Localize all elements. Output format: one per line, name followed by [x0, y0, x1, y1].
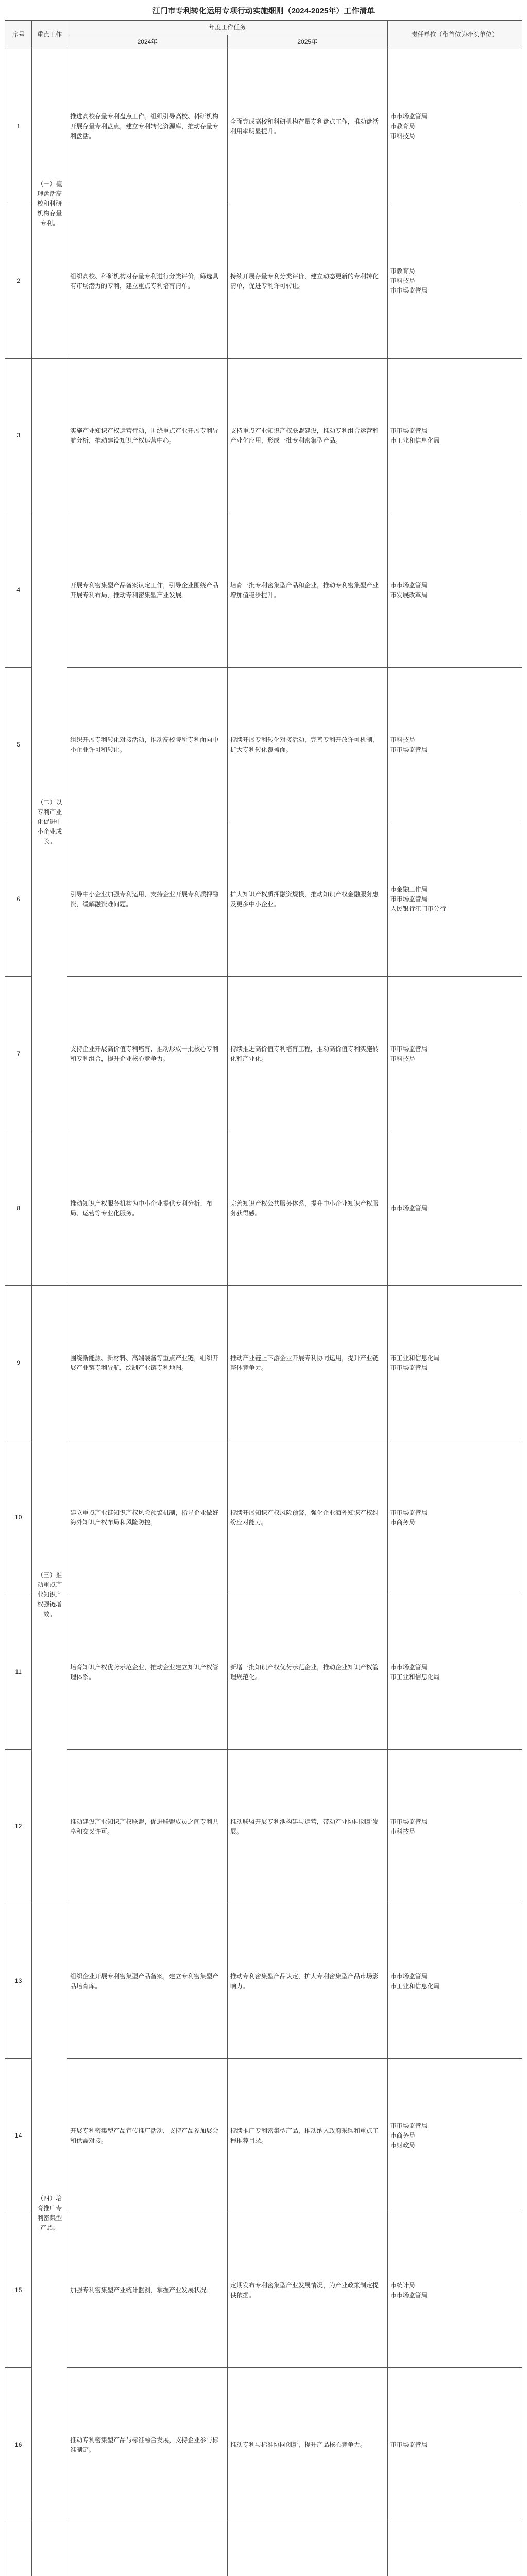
dept-cell-text: 市市场监管局 市科技局	[390, 1818, 428, 1835]
table-row	[5, 1750, 522, 1904]
table-row	[5, 1595, 522, 1750]
task-2024-cell	[67, 2368, 228, 2522]
task-2024-cell	[67, 668, 228, 822]
work-cell-text: （四）培育推广专利密集型产品。	[37, 2194, 62, 2231]
seq-cell	[5, 1440, 32, 1595]
table-row	[5, 668, 522, 822]
dept-cell-text: 市工业和信息化局 市市场监管局	[390, 1354, 440, 1371]
dept-cell	[387, 2213, 522, 2368]
task-2025-cell	[227, 2059, 387, 2213]
task-2025-cell	[227, 1440, 387, 1595]
seq-cell	[5, 1904, 32, 2059]
task-2024-cell	[67, 513, 228, 668]
task-2024-cell-text: 培育知识产权优势示范企业，推动企业建立知识产权管理体系。	[70, 1663, 219, 1681]
task-2025-cell	[227, 2213, 387, 2368]
task-2024-cell	[67, 204, 228, 359]
task-2025-cell-text: 持续推进高价值专利培育工程，推动高价值专利实施转化和产业化。	[230, 1045, 379, 1062]
work-cell	[32, 49, 67, 359]
table-row	[5, 359, 522, 513]
dept-cell	[387, 2522, 522, 2576]
task-2025-cell	[227, 1595, 387, 1750]
table-row	[5, 1286, 522, 1440]
task-2024-cell-text: 支持企业开展高价值专利培育，推动形成一批核心专利和专利组合，提升企业核心竞争力。	[70, 1045, 219, 1062]
table-header	[5, 21, 522, 49]
task-2025-cell	[227, 1750, 387, 1904]
task-2025-cell	[227, 668, 387, 822]
task-2024-cell	[67, 1595, 228, 1750]
dept-cell	[387, 1904, 522, 2059]
seq-cell-text: 2	[16, 277, 21, 284]
dept-cell	[387, 2368, 522, 2522]
dept-cell-text: 市金融工作局 市市场监管局 人民银行江门市分行	[390, 886, 446, 912]
work-cell	[32, 1904, 67, 2522]
table-row	[5, 2522, 522, 2576]
seq-cell-text: 15	[15, 2286, 22, 2294]
dept-cell	[387, 977, 522, 1131]
task-2024-cell-text: 加强专利密集型产业统计监测，掌握产业发展状况。	[70, 2286, 213, 2294]
task-2025-cell-text: 完善知识产权公共服务体系，提升中小企业知识产权服务获得感。	[230, 1199, 379, 1217]
task-2024-cell	[67, 359, 228, 513]
dept-cell-text: 市市场监管局	[390, 2441, 428, 2448]
work-cell-text: （二）以专利产业化促进中小企业成长。	[37, 799, 62, 845]
dept-cell-text: 市市场监管局 市工业和信息化局	[390, 1972, 440, 1990]
task-2024-cell-text: 围绕新能源、新材料、高端装备等重点产业链，组织开展产业链专利导航，绘制产业链专利地图。	[70, 1354, 219, 1371]
seq-cell	[5, 1595, 32, 1750]
task-2024-cell-text: 组织高校、科研机构对存量专利进行分类评价，筛选具有市场潜力的专利，建立重点专利培育清单。	[70, 272, 219, 290]
task-2024-cell-text: 引导中小企业加强专利运用，支持企业开展专利质押融资，缓解融资难问题。	[70, 890, 219, 908]
dept-cell	[387, 513, 522, 668]
table-row	[5, 513, 522, 668]
dept-cell-text: 市科技局 市市场监管局	[390, 736, 428, 753]
dept-cell-text: 市市场监管局 市商务局 市财政局	[390, 2122, 428, 2149]
task-2024-cell-text: 建立重点产业链知识产权风险预警机制，指导企业做好海外知识产权布局和风险防控。	[70, 1509, 219, 1526]
table-row	[5, 1904, 522, 2059]
task-2024-cell-text: 组织企业开展专利密集型产品备案，建立专利密集型产品培育库。	[70, 1972, 219, 1990]
task-2025-cell	[227, 2368, 387, 2522]
seq-cell	[5, 49, 32, 204]
task-2024-cell	[67, 1286, 228, 1440]
task-2025-cell-text: 定期发布专利密集型产业发展情况，为产业政策制定提供依据。	[230, 2281, 379, 2299]
seq-cell	[5, 2213, 32, 2368]
task-2025-cell	[227, 359, 387, 513]
task-2025-cell-text: 持续开展专利转化对接活动，完善专利开放许可机制，扩大专利转化覆盖面。	[230, 736, 379, 753]
task-2025-cell	[227, 822, 387, 977]
task-2025-cell-text: 推动专利与标准协同创新，提升产品核心竞争力。	[230, 2441, 366, 2448]
task-2024-cell-text: 组织开展专利转化对接活动，推动高校院所专利面向中小企业许可和转让。	[70, 736, 219, 753]
task-2025-cell	[227, 204, 387, 359]
task-2025-cell-text: 推动产业链上下游企业开展专利协同运用，提升产业链整体竞争力。	[230, 1354, 379, 1371]
task-2024-cell-text: 推动知识产权服务机构为中小企业提供专利分析、布局、运营等专业化服务。	[70, 1199, 213, 1217]
task-2024-cell-text: 推动专利密集型产品与标准融合发展，支持企业参与标准制定。	[70, 2436, 219, 2453]
task-2024-cell	[67, 2059, 228, 2213]
dept-cell-text: 市市场监管局 市科技局	[390, 1045, 428, 1062]
task-2025-cell-text: 全面完成高校和科研机构存量专利盘点工作，推动盘活利用率明显提升。	[230, 117, 379, 135]
seq-cell-text: 10	[15, 1514, 22, 1521]
table-row	[5, 2059, 522, 2213]
table-row	[5, 977, 522, 1131]
dept-cell	[387, 1286, 522, 1440]
dept-cell-text: 市市场监管局 市教育局 市科技局	[390, 113, 428, 140]
seq-cell-text: 13	[15, 1977, 22, 1985]
task-2024-cell-text: 实施产业知识产权运营行动，围绕重点产业开展专利导航分析，推动建设知识产权运营中心。	[70, 427, 219, 444]
task-2025-cell	[227, 1286, 387, 1440]
dept-cell	[387, 359, 522, 513]
header-goal: 年度工作任务	[67, 21, 388, 35]
task-2025-cell	[227, 49, 387, 204]
task-2024-cell	[67, 2213, 228, 2368]
seq-cell-text: 6	[16, 895, 21, 903]
seq-cell-text: 4	[16, 586, 21, 594]
dept-cell	[387, 822, 522, 977]
header-dept: 责任单位（带首位为牵头单位）	[387, 21, 522, 49]
work-cell	[32, 1286, 67, 1904]
task-2025-cell	[227, 1904, 387, 2059]
task-2024-cell-text: 开展专利密集型产品宣传推广活动，支持产品参加展会和供需对接。	[70, 2127, 219, 2144]
seq-cell	[5, 668, 32, 822]
seq-cell	[5, 1131, 32, 1286]
task-2024-cell-text: 推动建设产业知识产权联盟，促进联盟成员之间专利共享和交叉许可。	[70, 1818, 219, 1835]
seq-cell	[5, 822, 32, 977]
seq-cell-text: 16	[15, 2441, 22, 2448]
work-cell-text: （三）推动重点产业知识产权强链增效。	[37, 1571, 62, 1618]
task-2024-cell-text: 推进高校存量专利盘点工作。组织引导高校、科研机构开展存量专利盘点，建立专利转化资源库，推动存量专利盘活。	[70, 113, 219, 140]
header-2024: 2024年	[67, 35, 228, 49]
table-row	[5, 822, 522, 977]
work-cell	[32, 2522, 67, 2576]
header-2025: 2025年	[227, 35, 387, 49]
dept-cell	[387, 2059, 522, 2213]
seq-cell-text: 8	[16, 1205, 21, 1212]
table-row	[5, 49, 522, 204]
dept-cell	[387, 1750, 522, 1904]
task-2025-cell-text: 新增一批知识产权优势示范企业，推动企业知识产权管理规范化。	[230, 1663, 379, 1681]
table-row	[5, 204, 522, 359]
seq-cell-text: 14	[15, 2132, 22, 2139]
work-cell-text: （一）梳理盘活高校和科研机构存量专利。	[37, 180, 62, 227]
seq-cell	[5, 2059, 32, 2213]
dept-cell-text: 市市场监管局 市发展改革局	[390, 581, 428, 599]
task-2024-cell	[67, 2522, 228, 2576]
task-2025-cell-text: 持续开展存量专利分类评价，建立动态更新的专利转化清单，促进专利许可转让。	[230, 272, 379, 290]
task-2025-cell-text: 持续推广专利密集型产品，推动纳入政府采购和重点工程推荐目录。	[230, 2127, 379, 2144]
task-2025-cell	[227, 513, 387, 668]
document-title: 江门市专利转化运用专项行动实施细则（2024-2025年）工作清单	[152, 7, 375, 15]
task-2025-cell	[227, 977, 387, 1131]
seq-cell	[5, 2522, 32, 2576]
dept-cell-text: 市统计局 市市场监管局	[390, 2281, 428, 2299]
task-2025-cell	[227, 2522, 387, 2576]
task-2024-cell	[67, 1750, 228, 1904]
dept-cell-text: 市市场监管局	[390, 1205, 428, 1212]
work-cell	[32, 359, 67, 1286]
seq-cell	[5, 1286, 32, 1440]
task-2025-cell-text: 扩大知识产权质押融资规模，推动知识产权金融服务惠及更多中小企业。	[230, 890, 379, 908]
task-2024-cell	[67, 1131, 228, 1286]
seq-cell-text: 11	[15, 1668, 22, 1675]
task-2024-cell	[67, 822, 228, 977]
seq-cell-text: 12	[15, 1823, 22, 1830]
dept-cell	[387, 1595, 522, 1750]
header-seq: 序号	[5, 21, 32, 49]
table-body	[5, 49, 522, 2576]
dept-cell-text: 市市场监管局 市工业和信息化局	[390, 427, 440, 444]
dept-cell-text: 市市场监管局 市商务局	[390, 1509, 428, 1526]
task-2025-cell-text: 持续开展知识产权风险预警，强化企业海外知识产权纠纷应对能力。	[230, 1509, 379, 1526]
seq-cell-text: 9	[16, 1359, 21, 1366]
seq-cell-text: 1	[16, 123, 21, 130]
dept-cell	[387, 204, 522, 359]
task-2024-cell	[67, 1904, 228, 2059]
task-2024-cell-text: 开展专利密集型产品备案认定工作，引导企业围绕产品开展专利布局，推动专利密集型产业发展。	[70, 581, 219, 599]
seq-cell	[5, 359, 32, 513]
task-2025-cell-text: 推动专利密集型产品认定，扩大专利密集型产品市场影响力。	[230, 1972, 379, 1990]
task-2025-cell	[227, 1131, 387, 1286]
dept-cell-text: 市市场监管局 市工业和信息化局	[390, 1663, 440, 1681]
task-2024-cell	[67, 1440, 228, 1595]
seq-cell-text: 7	[16, 1050, 21, 1057]
task-2025-cell-text: 培育一批专利密集型产品和企业，推动专利密集型产业增加值稳步提升。	[230, 581, 379, 599]
seq-cell	[5, 2368, 32, 2522]
dept-cell	[387, 1131, 522, 1286]
task-2025-cell-text: 推动联盟开展专利池构建与运营，带动产业协同创新发展。	[230, 1818, 379, 1835]
seq-cell	[5, 977, 32, 1131]
table-row	[5, 2368, 522, 2522]
task-2024-cell	[67, 49, 228, 204]
header-work: 重点工作	[32, 21, 67, 49]
table-row	[5, 2213, 522, 2368]
table-row	[5, 1440, 522, 1595]
work-list-table	[5, 20, 522, 2576]
seq-cell-text: 3	[16, 432, 21, 439]
dept-cell	[387, 668, 522, 822]
task-2025-cell-text: 支持重点产业知识产权联盟建设，推动专利组合运营和产业化应用，形成一批专利密集型产品。	[230, 427, 379, 444]
seq-cell	[5, 1750, 32, 1904]
table-row	[5, 1131, 522, 1286]
dept-cell-text: 市教育局 市科技局 市市场监管局	[390, 267, 428, 294]
seq-cell	[5, 513, 32, 668]
seq-cell-text: 5	[16, 741, 21, 748]
seq-cell	[5, 204, 32, 359]
task-2024-cell	[67, 977, 228, 1131]
dept-cell	[387, 1440, 522, 1595]
dept-cell	[387, 49, 522, 204]
